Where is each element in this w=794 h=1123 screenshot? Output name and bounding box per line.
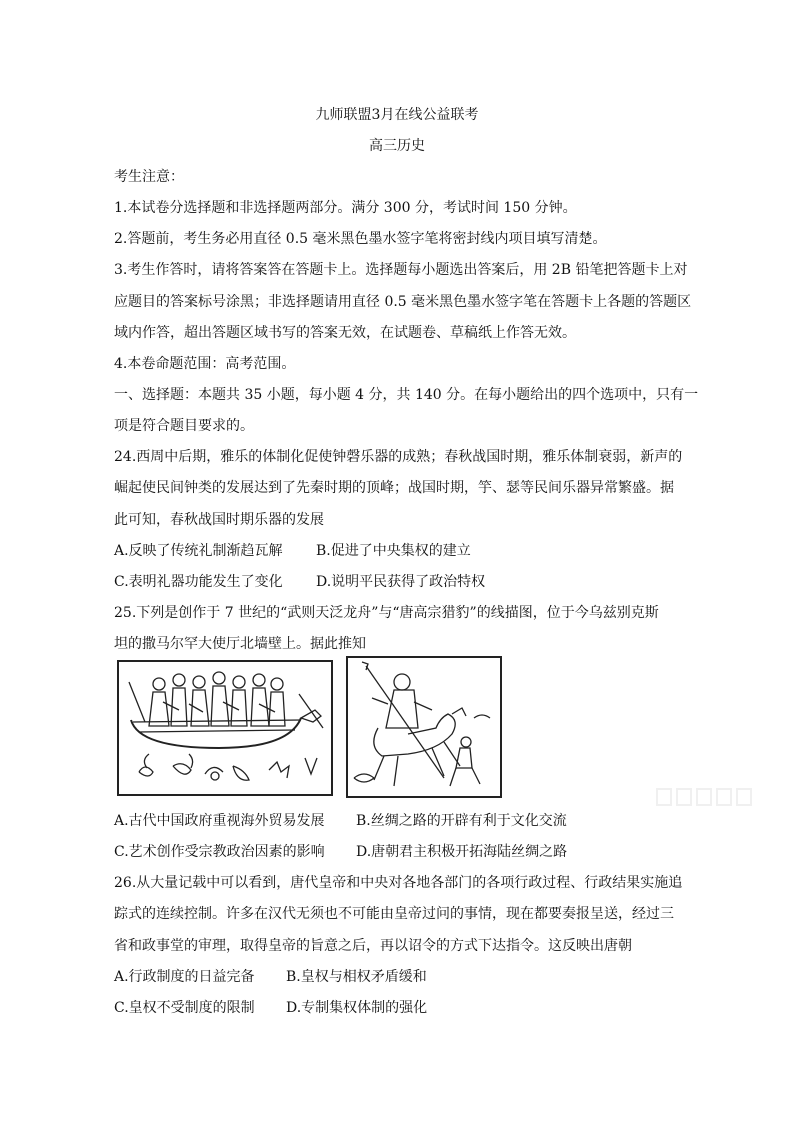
- section1-instructions: 一、选择题：本题共 35 小题，每小题 4 分，共 140 分。在每小题给出的四个选项中，只有一: [114, 387, 699, 403]
- q24-option-c: C.表明礼器功能发生了变化: [114, 574, 283, 590]
- q26-option-c: C.皇权不受制度的限制: [114, 1000, 255, 1016]
- notice-item-3-cont2: 域内作答，超出答题区域书写的答案无效，在试题卷、草稿纸上作答无效。: [114, 325, 576, 341]
- q26-option-d: D.专制集权体制的强化: [286, 1000, 428, 1016]
- q26-option-a: A.行政制度的日益完备: [114, 969, 255, 985]
- q26-stem-1: 26.从大量记载中可以看到，唐代皇帝和中央对各地各部门的各项行政过程、行政结果实施追: [114, 875, 683, 891]
- q25-stem-1: 25.下列是创作于 7 世纪的“武则天泛龙舟”与“唐高宗猎豹”的线描图，位于今乌兹别克斯: [114, 605, 659, 621]
- notice-heading: 考生注意：: [114, 169, 184, 185]
- section1-instructions-cont: 项是符合题目要求的。: [114, 418, 254, 434]
- q26-stem-3: 省和政事堂的审理，取得皇帝的旨意之后，再以诏令的方式下达指令。这反映出唐朝: [114, 938, 632, 954]
- q24-stem-2: 崛起使民间钟类的发展达到了先秦时期的顶峰；战国时期，竽、瑟等民间乐器异常繁盛。据: [114, 480, 674, 496]
- q26-option-b: B.皇权与相权矛盾缓和: [286, 969, 427, 985]
- figure-leopard-hunt: [346, 656, 502, 798]
- q24-stem-1: 24.西周中后期，雅乐的体制化促使钟磬乐器的成熟；春秋战国时期，雅乐体制衰弱，新声的: [114, 449, 683, 465]
- q25-option-a: A.古代中国政府重视海外贸易发展: [114, 813, 325, 829]
- notice-item-1: 1.本试卷分选择题和非选择题两部分。满分 300 分，考试时间 150 分钟。: [114, 200, 577, 216]
- notice-item-4: 4.本卷命题范围：高考范围。: [114, 356, 296, 372]
- q25-option-c: C.艺术创作受宗教政治因素的影响: [114, 844, 325, 860]
- q24-option-d: D.说明平民获得了政治特权: [316, 574, 486, 590]
- notice-item-3-cont: 应题目的答案标号涂黑；非选择题请用直径 0.5 毫米黑色墨水签字笔在答题卡上各题的答题区: [114, 294, 692, 310]
- q24-option-b: B.促进了中央集权的建立: [316, 543, 471, 559]
- exam-title: 九师联盟3月在线公益联考: [315, 107, 479, 123]
- exam-subject: 高三历史: [369, 138, 425, 154]
- q24-option-a: A.反映了传统礼制渐趋瓦解: [114, 543, 283, 559]
- watermark-logo: [655, 786, 755, 808]
- q25-option-d: D.唐朝君主积极开拓海陆丝绸之路: [356, 844, 568, 860]
- notice-item-3: 3.考生作答时，请将答案答在答题卡上。选择题每小题选出答案后，用 2B 铅笔把答题卡上对: [114, 262, 688, 278]
- q25-option-b: B.丝绸之路的开辟有利于文化交流: [356, 813, 567, 829]
- notice-item-2: 2.答题前，考生务必用直径 0.5 毫米黑色墨水签字笔将密封线内项目填写清楚。: [114, 231, 607, 247]
- q26-stem-2: 踪式的连续控制。许多在汉代无须也不可能由皇帝过问的事情，现在都要奏报呈送，经过三: [114, 906, 674, 922]
- q24-stem-3: 此可知，春秋战国时期乐器的发展: [114, 512, 324, 528]
- figure-dragon-boat: [117, 660, 333, 796]
- q25-stem-2: 坦的撒马尔罕大使厅北墙壁上。据此推知: [114, 636, 366, 652]
- dragon-boat-drawing: [119, 662, 331, 794]
- leopard-hunt-drawing: [348, 658, 500, 796]
